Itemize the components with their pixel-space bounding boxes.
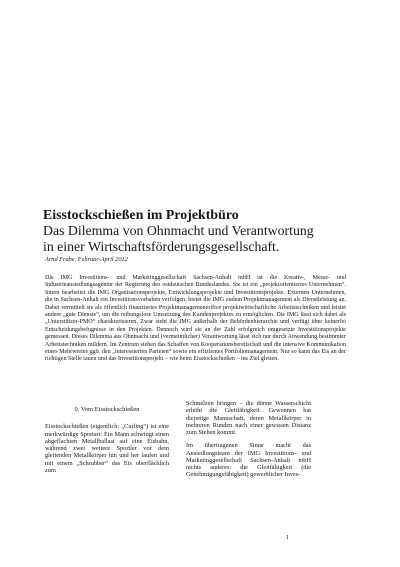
right-column-paragraph-2: Im übertragenen Sinne macht das Ansiedlungsteam der IMG Investitions- und Marketinggesellschaft Sachsen-Anhalt mbH nichts anderes: die Gleitfähigkeit (die Genehmigungsfähigkeit) gewerblicher Inves- bbox=[186, 442, 311, 479]
right-column-paragraph-1: Schmelzen bringen – die dünne Wasserschicht erhöht die Gleitfähigkeit. Gewonnen hat diejenige Mannschaft, deren Metallkörper in mehreren Runden nach einer gewissen Distanz zum Stehen kommt. bbox=[186, 400, 311, 436]
abstract-paragraph: Die IMG Investitions- und Marketinggesellschaft Sachsen-Anhalt mbH ist die Kreativ-, Messe- und Industrieansiedlungsagentur der Regierung des ostdeutschen Bundeslandes. Sie ist ein „projektorientiertes Unternehmen“. Intern bearbeitet die IMG Organisationsprojekte, Entwicklungsprojekte und Investitionsprojekte. Externen Unternehmen, die in Sachsen-Anhalt ein Investitionsvorhaben verfolgen, bietet die IMG zudem Projektmanagement als Dienstleistung an. Dabei vermittelt sie als öffentlich finanziertes Projektmanagementoffice projektwirtschaftliche Arbeitstechniken und leistet andere „gute Dienste“, um die reibungslose Umsetzung des Kundenprojektes zu ermöglichen. Die IMG lässt sich dabei als „Unterstützer-PMO“ charakterisieren. Zwar steht die IMG außerhalb der Behördenhierarchie und verfügt über keinerlei Entscheidungsbefugnisse in den Projekten. Dennoch wird sie an der Zahl erfolgreich umgesetzte Investitionsprojekte gemessen. Dieses Dilemma aus Ohnmacht und (vermeintlicher) Verantwortung lässt sich nur durch Anwendung bestimmter Arbeitstechniken mildern. Im Zentrum stehen das Schaffen von Kooperationsbereitschaft und die intensive Kommunikation eines Mehrwertes ggü. den „interessierten Parteien“ sowie ein effizientes Portfoliomanagement. Nur so kann das Eis an der richtigen Stelle tauen und das Investitionsprojekt – wie beim Eisstockschießen – ins Ziel gleiten. bbox=[45, 275, 346, 363]
page-number: 1 bbox=[286, 534, 290, 541]
article-subtitle-line-2: in einer Wirtschaftsförderungsgesellschaft. bbox=[43, 238, 280, 254]
author-byline: Arnd Frabe, Februar-April 2012 bbox=[45, 256, 128, 263]
article-subtitle-line-1: Das Dilemma von Ohnmacht und Verantwortung bbox=[43, 223, 314, 238]
article-title: Eisstockschießen im Projektbüro bbox=[43, 207, 239, 222]
left-column-paragraph: Eisstockschießen (eigentlich: „Curling“) ist eine merkwürdige Sportart: Ein Mann schwingt einen abgeflachten Metallballast auf eine Eisbahn, während zwei weitere Sportler vor dem gleitenden Metallkörper hin und her laufen und mit einem „Schrubber“ das Eis oberflächlich zum bbox=[45, 423, 169, 474]
left-column bbox=[45, 398, 169, 474]
right-column bbox=[186, 400, 311, 479]
section-heading: 0. Vom Eisstockschießen bbox=[74, 406, 140, 413]
title-block bbox=[43, 207, 363, 254]
